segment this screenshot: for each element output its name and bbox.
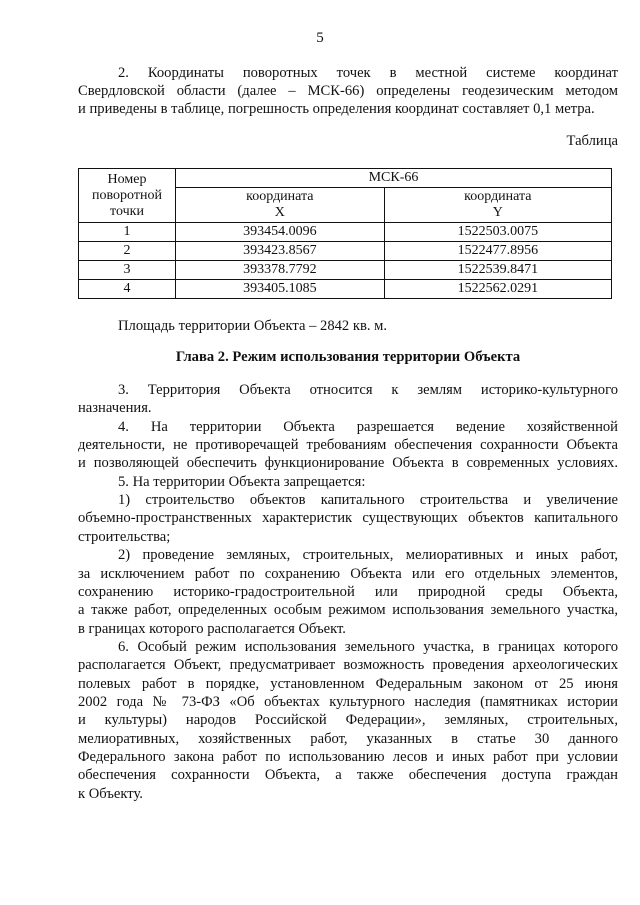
paragraph-2-line-3: и приведены в таблице, погрешность определения координат составляет 0,1 метра. — [78, 101, 595, 117]
table-cell-x: 393423.8567 — [176, 242, 385, 261]
body-line: 2002 года № 73-ФЗ «Об объектах культурного наследия (памятниках истории — [78, 693, 618, 710]
chapter-heading: Глава 2. Режим использования территории Объекта — [175, 349, 521, 365]
body-line: за исключением работ по сохранению Объекта или его отдельных элементов, — [78, 565, 618, 582]
body-line: 6. Особый режим использования земельного участка, в границах которого — [118, 638, 618, 655]
page-number: 5 — [316, 30, 324, 46]
body-line: 4. На территории Объекта разрешается ведение хозяйственной — [118, 418, 618, 435]
table-cell-n: 1 — [79, 223, 176, 242]
body-line: полевых работ в порядке, установленном Федеральным законом от 25 июня — [78, 675, 618, 692]
table-cell-n: 2 — [79, 242, 176, 261]
body-line: и культуры) народов Российской Федерации», земляных, строительных, — [78, 712, 618, 729]
body-line: строительства; — [78, 528, 171, 545]
body-line: Федерального закона работ по использованию лесов и иных работ при условии — [78, 749, 618, 765]
column-header-y: координата Y — [384, 188, 611, 223]
body-line: деятельности, не противоречащей требованиям обеспечения сохранности Объекта — [78, 437, 618, 454]
column-header-x: координата X — [176, 188, 385, 223]
table-cell-y: 1522539.8471 — [384, 261, 611, 280]
body-line: назначения. — [78, 400, 152, 417]
table-row — [79, 261, 612, 280]
table-row — [79, 280, 612, 299]
paragraph-2-line-2: Свердловской области (далее – МСК-66) определены геодезическим методом — [78, 83, 618, 99]
body-line: обеспечения сохранности Объекта, а также обеспечения доступа граждан — [78, 767, 618, 784]
table-cell-y: 1522562.0291 — [384, 280, 611, 299]
table-row — [79, 223, 612, 242]
table-cell-n: 3 — [79, 261, 176, 280]
column-group-msk66: МСК-66 — [176, 169, 612, 188]
body-line: в границах которого располагается Объект. — [78, 620, 346, 637]
body-line: и позволяющей обеспечить функционирование Объекта в современных условиях. — [78, 455, 618, 472]
body-line: 1) строительство объектов капитального строительства и увеличение — [118, 492, 618, 509]
column-header-point-number: Номер поворотной точки — [79, 169, 176, 223]
coordinates-table — [78, 168, 612, 299]
body-line: объемно-пространственных характеристик существующих объектов капитального — [78, 510, 618, 527]
body-line: а также работ, определенных особым режимом использования земельного участка, — [78, 602, 618, 619]
body-line: располагается Объект, предусматривает возможность проведения археологических — [78, 657, 618, 674]
table-row — [79, 242, 612, 261]
table-cell-x: 393405.1085 — [176, 280, 385, 299]
table-cell-x: 393378.7792 — [176, 261, 385, 280]
body-line: 3. Территория Объекта относится к землям историко-культурного — [118, 382, 618, 398]
body-line: 2) проведение земляных, строительных, мелиоративных и иных работ, — [118, 547, 618, 564]
body-line: 5. На территории Объекта запрещается: — [118, 473, 366, 490]
body-line: к Объекту. — [78, 785, 143, 802]
table-cell-n: 4 — [79, 280, 176, 299]
table-cell-x: 393454.0096 — [176, 223, 385, 242]
body-line: мелиоративных, хозяйственных работ, указанных в статье 30 данного — [78, 730, 618, 747]
area-text: Площадь территории Объекта – 2842 кв. м. — [118, 318, 388, 334]
table-label: Таблица — [566, 133, 618, 149]
table-cell-y: 1522503.0075 — [384, 223, 611, 242]
paragraph-2-line-1: 2. Координаты поворотных точек в местной системе координат — [118, 65, 618, 81]
table-cell-y: 1522477.8956 — [384, 242, 611, 261]
body-line: сохранению историко-градостроительной или природной среды Объекта, — [78, 583, 618, 600]
